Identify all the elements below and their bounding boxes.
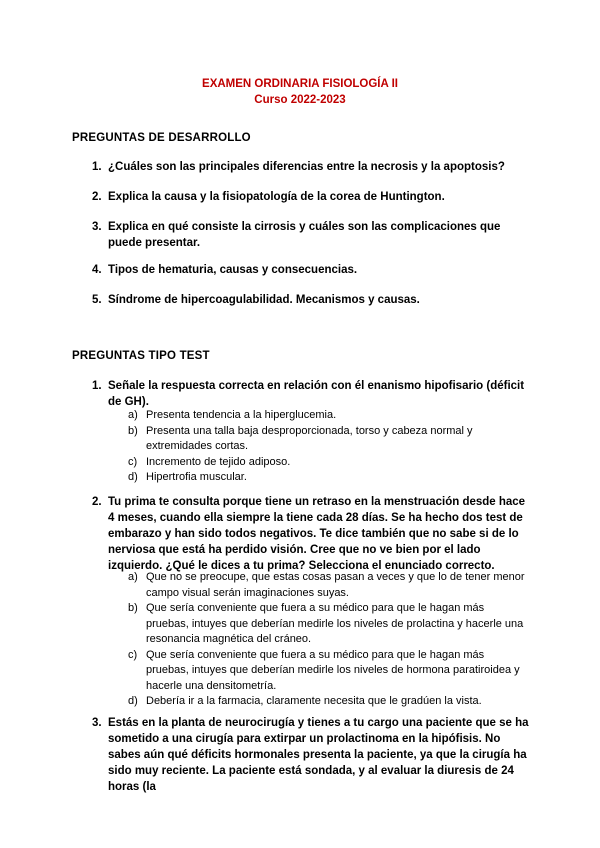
answer-option-a: a) Que no se preocupe, que estas cosas pasan a veces y que lo de tener menor campo visual serán imaginaciones suyas. [128,571,525,599]
desarrollo-question-5 [92,292,532,308]
test-question-2 [92,494,532,574]
test-question-1 [92,378,532,410]
desarrollo-question-2 [92,189,532,205]
answer-option-c: c) Incremento de tejido adiposo. [128,455,291,468]
question-text: Tipos de hematuria, causas y consecuencias. [108,264,358,276]
question-number: 3. [92,717,102,729]
answer-option-d: d) Hipertrofia muscular. [128,471,247,483]
answer-option-b: b) Presenta una talla baja desproporcionada, torso y cabeza normal y extremidades cortas. [128,424,473,452]
test-question-1-options [128,408,528,486]
exam-header [0,76,600,108]
test-question-3 [92,715,532,795]
section-title-test: PREGUNTAS TIPO TEST [72,350,210,362]
question-text: ¿Cuáles son las principales diferencias entre la necrosis y la apoptosis? [108,161,505,173]
exam-course: Curso 2022-2023 [254,94,346,106]
question-number: 2. [92,496,102,508]
answer-option-a: a) Presenta tendencia a la hiperglucemia. [128,409,337,421]
question-number: 4. [92,264,102,276]
question-text: Explica la causa y la fisiopatología de la corea de Huntington. [108,191,445,203]
question-text: Estás en la planta de neurocirugía y tienes a tu cargo una paciente que se ha sometido a una cirugía para extirpar un prolactinoma en la hipófisis. No sabes aún qué déficits hormonales presenta la paciente, ya que la cirugía ha sido muy reciente. La paciente está sondada, y al evaluar la diuresis de 24 horas (la [108,717,529,793]
section-title-desarrollo: PREGUNTAS DE DESARROLLO [72,132,251,144]
answer-option-c: c) Que sería conveniente que fuera a su médico para que le hagan más pruebas, intuyes que deberían medirle los niveles de hormona paratiroidea y hacerle una densitometría. [128,648,520,692]
exam-title: EXAMEN ORDINARIA FISIOLOGÍA II [202,78,398,90]
question-number: 1. [92,380,102,392]
desarrollo-question-3 [92,219,532,251]
answer-option-d: d) Debería ir a la farmacia, claramente necesita que le gradúen la vista. [128,695,482,707]
question-text: Síndrome de hipercoagulabilidad. Mecanismos y causas. [108,294,420,306]
test-question-2-options [128,570,528,710]
question-number: 3. [92,221,102,233]
desarrollo-question-4 [92,262,532,278]
question-number: 1. [92,161,102,173]
question-number: 5. [92,294,102,306]
question-text: Tu prima te consulta porque tiene un retraso en la menstruación desde hace 4 meses, cuando ella siempre la tiene cada 28 días. Se ha hecho dos test de embarazo y han sido todos negativos. Te dice también que no sabe si de lo nerviosa que está ha perdido visión. Cree que no ve bien por el lado izquierdo. ¿Qué le dices a tu prima? Selecciona el enunciado correcto. [108,496,526,572]
desarrollo-question-1 [92,159,532,175]
question-number: 2. [92,191,102,203]
question-text: Explica en qué consiste la cirrosis y cuáles son las complicaciones que puede presentar. [108,221,501,249]
question-text: Señale la respuesta correcta en relación con él enanismo hipofisario (déficit de GH). [108,380,525,408]
answer-option-b: b) Que sería conveniente que fuera a su médico para que le hagan más pruebas, intuyes que deberían medirle los niveles de prolactina y hacerle una resonancia magnética del cráneo. [128,602,524,645]
